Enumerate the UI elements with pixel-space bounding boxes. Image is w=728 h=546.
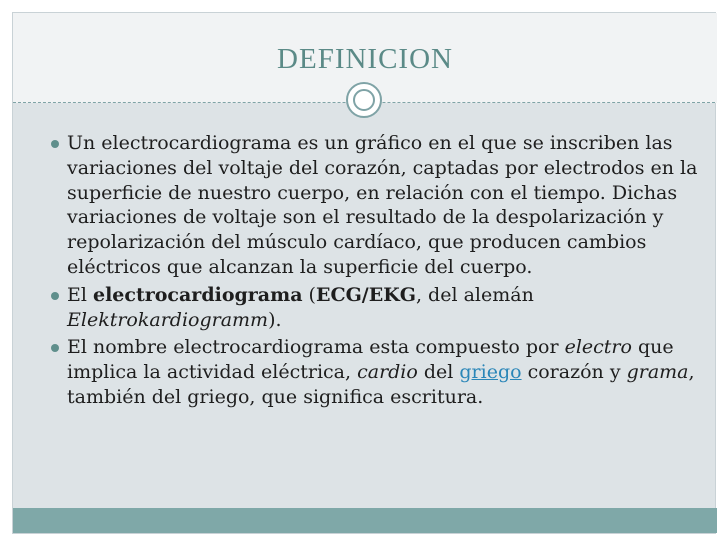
bullet-dot-icon bbox=[51, 344, 59, 352]
term-electrocardiograma: electrocardiograma bbox=[93, 283, 303, 306]
term-grama: grama bbox=[626, 361, 689, 384]
bullet-text-part: El bbox=[67, 283, 93, 306]
bullet-text: Un electrocardiograma es un gráfico en el que se inscriben las variaciones del voltaje del corazón, captadas por electrodos en la superficie de nuestro cuerpo, en relación con el tiempo. Dichas variaciones de voltaje son el resultado de la despolarización y repolarización del músculo cardíaco, que producen cambios eléctricos que alcanzan la superficie del cuerpo. bbox=[67, 132, 698, 278]
divider-ring-icon bbox=[346, 82, 382, 118]
slide-title: DEFINICION bbox=[277, 43, 453, 75]
bullet-text-part: , del alemán bbox=[415, 283, 534, 306]
term-ecg-ekg: ECG/EKG bbox=[315, 283, 416, 306]
bullet-item-definition bbox=[29, 131, 701, 280]
footer-band bbox=[13, 508, 717, 533]
bullet-text-part: corazón y bbox=[521, 361, 627, 384]
griego-link[interactable]: griego bbox=[459, 361, 522, 384]
term-cardio: cardio bbox=[357, 361, 418, 384]
bullet-list bbox=[29, 131, 701, 413]
slide bbox=[12, 12, 716, 534]
bullet-text-part: El nombre electrocardiograma esta compuesto por bbox=[67, 336, 565, 359]
bullet-item-abbreviation bbox=[29, 283, 701, 333]
bullet-dot-icon bbox=[51, 292, 59, 300]
bullet-text-part: , también del griego, que significa escritura. bbox=[67, 361, 695, 408]
bullet-text-part: ( bbox=[302, 283, 316, 306]
term-elektrokardiogramm: Elektrokardiogramm bbox=[67, 308, 269, 331]
bullet-item-etymology bbox=[29, 335, 701, 409]
term-electro: electro bbox=[564, 336, 632, 359]
bullet-text-part: ). bbox=[268, 308, 282, 331]
bullet-dot-icon bbox=[51, 140, 59, 148]
bullet-text-part: que implica la actividad eléctrica, bbox=[67, 336, 674, 384]
bullet-text-part: del bbox=[417, 361, 460, 384]
